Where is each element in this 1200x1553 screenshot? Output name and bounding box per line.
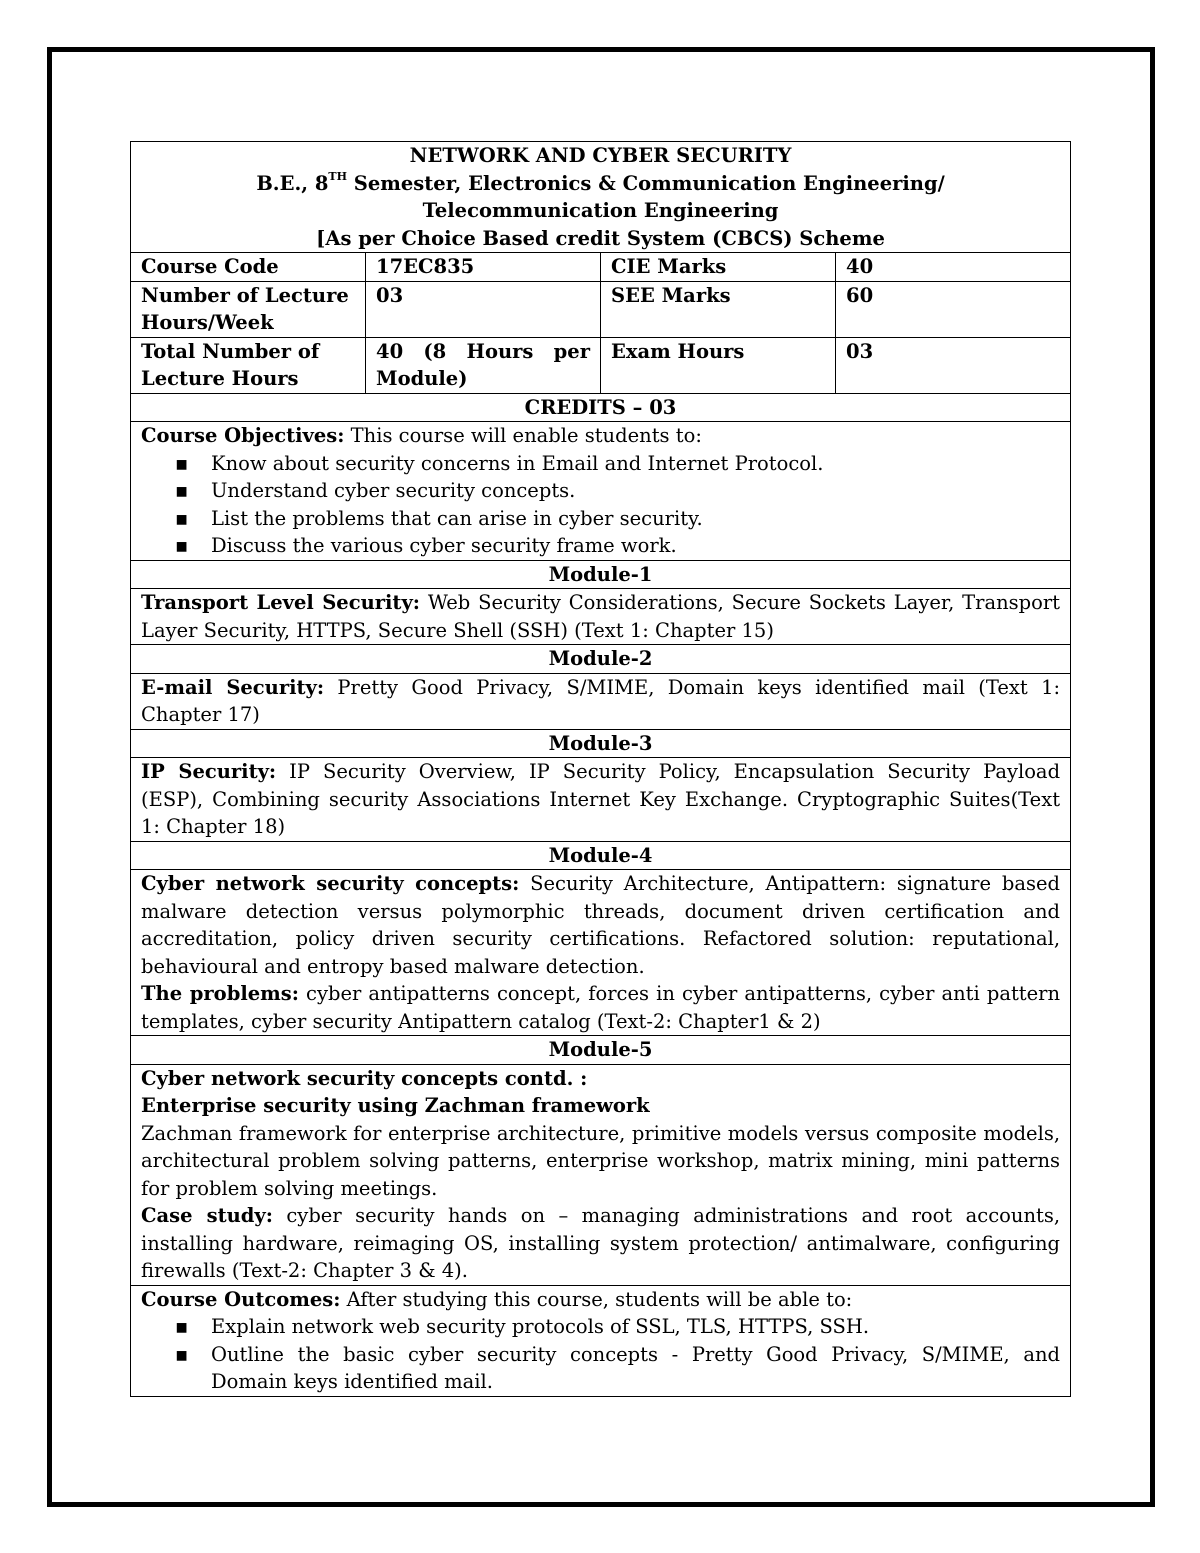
module-text: Web Security Considerations, Secure Sockets Layer, Transport Layer Security, HTTPS, Secure Shell (SSH) (Text 1: Chapter 15)	[141, 591, 1061, 642]
module-paragraph	[141, 1092, 1060, 1120]
info-value: 03	[366, 281, 601, 337]
module-title: Module-3	[131, 729, 1071, 758]
credits-row	[131, 393, 1071, 422]
info-label: Total Number of Lecture Hours	[131, 337, 366, 393]
module-content-row	[131, 589, 1071, 645]
module-paragraph	[141, 1120, 1060, 1203]
semester-line	[141, 170, 1060, 198]
outcomes-intro: After studying this course, students will be able to:	[340, 1287, 853, 1311]
module-paragraph	[141, 674, 1060, 729]
module-content-row	[131, 758, 1071, 842]
header-row	[131, 142, 1071, 253]
info-label: CIE Marks	[601, 253, 836, 282]
header-cell	[131, 142, 1071, 253]
module-content	[131, 870, 1071, 1036]
info-label: Exam Hours	[601, 337, 836, 393]
info-label: Course Code	[131, 253, 366, 282]
info-row	[131, 253, 1071, 282]
objectives-list	[141, 450, 1060, 560]
syllabus-table	[130, 141, 1071, 1397]
info-value: 17EC835	[366, 253, 601, 282]
module-title-row	[131, 645, 1071, 674]
outcomes-heading	[141, 1286, 1060, 1314]
semester-prefix: B.E., 8	[256, 171, 329, 195]
info-value: 60	[836, 281, 1071, 337]
module-title-row	[131, 841, 1071, 870]
objectives-cell	[131, 422, 1071, 561]
module-title: Module-4	[131, 841, 1071, 870]
course-title: NETWORK AND CYBER SECURITY	[409, 144, 792, 167]
module-text: cyber antipatterns concept, forces in cyber antipatterns, cyber anti pattern templates, cyber security Antipattern catalog (Text-2: Chapter1 & 2)	[141, 982, 1061, 1033]
info-value: 40 (8 Hours per Module)	[366, 337, 601, 393]
module-term: Cyber network security concepts:	[141, 872, 520, 895]
module-paragraph	[141, 589, 1060, 644]
module-term: IP Security:	[141, 760, 277, 783]
objectives-label: Course Objectives:	[141, 424, 345, 447]
outcomes-list	[141, 1313, 1060, 1396]
info-value: 03	[836, 337, 1071, 393]
outcomes-row	[131, 1285, 1071, 1396]
module-paragraph	[141, 1202, 1060, 1285]
module-content	[131, 673, 1071, 729]
module-paragraph	[141, 758, 1060, 841]
list-item: ▪ Outline the basic cyber security concepts - Pretty Good Privacy, S/MIME, and Domain keys identified mail.	[211, 1341, 1060, 1396]
module-title-row	[131, 729, 1071, 758]
module-content	[131, 589, 1071, 645]
outcomes-cell	[131, 1285, 1071, 1396]
list-item: ▪ Understand cyber security concepts.	[211, 477, 1060, 505]
scheme-line: [As per Choice Based credit System (CBCS) Scheme	[316, 226, 885, 250]
info-value: 40	[836, 253, 1071, 282]
module-paragraph	[141, 870, 1060, 980]
list-item: ▪ Explain network web security protocols of SSL, TLS, HTTPS, SSH.	[211, 1313, 1060, 1341]
module-content-row	[131, 870, 1071, 1036]
module-content-row	[131, 1064, 1071, 1285]
list-item: ▪ List the problems that can arise in cyber security.	[211, 505, 1060, 533]
module-term: Transport Level Security:	[141, 591, 420, 614]
module-text: Zachman framework for enterprise architecture, primitive models versus composite models, architectural problem solving patterns, enterprise workshop, matrix mining, mini patterns for problem solving meetings.	[141, 1121, 1061, 1200]
semester-rest: Semester, Electronics & Communication Engineering/	[346, 171, 945, 195]
info-row	[131, 337, 1071, 393]
module-term: E-mail Security:	[141, 675, 325, 699]
objectives-intro: This course will enable students to:	[344, 424, 702, 447]
module-term: The problems:	[141, 982, 299, 1005]
module-content-row	[131, 673, 1071, 729]
module-text: Pretty Good Privacy, S/MIME, Domain keys identified mail (Text 1: Chapter 17)	[141, 675, 1061, 726]
list-item: ▪ Know about security concerns in Email and Internet Protocol.	[211, 450, 1060, 478]
module-title: Module-2	[131, 645, 1071, 674]
objectives-heading	[141, 422, 1060, 450]
list-item: ▪ Discuss the various cyber security frame work.	[211, 532, 1060, 560]
info-row	[131, 281, 1071, 337]
module-term: Enterprise security using Zachman framework	[141, 1094, 650, 1117]
semester-superscript: TH	[328, 170, 347, 183]
module-content	[131, 1064, 1071, 1285]
module-content	[131, 758, 1071, 842]
outcomes-label: Course Outcomes:	[141, 1287, 341, 1311]
credits: CREDITS – 03	[131, 393, 1071, 422]
info-label: Number of Lecture Hours/Week	[131, 281, 366, 337]
module-paragraph	[141, 980, 1060, 1035]
module-text: Security Architecture, Antipattern: signature based malware detection versus polymorphic threads, document driven certification and accreditation, policy driven security certifications. Refactored solution: reputational, behavioural and entropy based malware detection.	[141, 872, 1061, 978]
module-title: Module-5	[131, 1036, 1071, 1065]
module-title-row	[131, 560, 1071, 589]
objectives-row	[131, 422, 1071, 561]
module-title-row	[131, 1036, 1071, 1065]
module-title: Module-1	[131, 560, 1071, 589]
info-label: SEE Marks	[601, 281, 836, 337]
module-text: cyber security hands on – managing administrations and root accounts, installing hardware, reimaging OS, installing system protection/ antimalware, configuring firewalls (Text-2: Chapter 3 & 4).	[141, 1204, 1061, 1282]
department-line: Telecommunication Engineering	[422, 199, 779, 222]
module-term: Case study:	[141, 1204, 273, 1227]
module-paragraph	[141, 1065, 1060, 1093]
module-text: IP Security Overview, IP Security Policy, Encapsulation Security Payload (ESP), Combining security Associations Internet Key Exchange. Cryptographic Suites(Text 1: Chapter 18)	[141, 760, 1061, 838]
module-term: Cyber network security concepts contd. :	[141, 1066, 588, 1090]
